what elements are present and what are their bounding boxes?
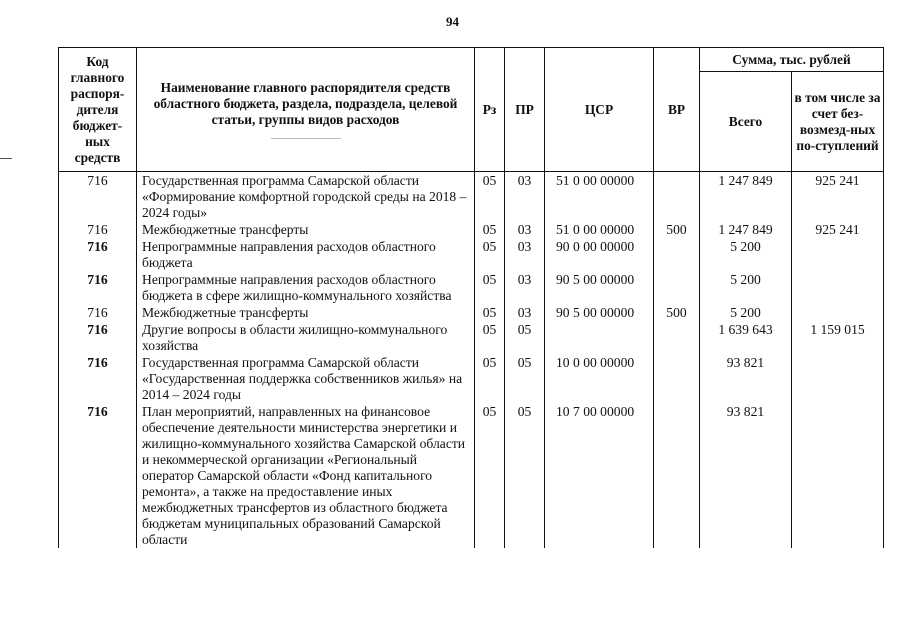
row-grants — [792, 403, 884, 548]
row-rz: 05 — [475, 321, 505, 354]
row-csr: 90 5 00 00000 — [545, 271, 654, 304]
row-csr: 10 7 00 00000 — [545, 403, 654, 548]
row-total: 1 247 849 — [700, 172, 792, 222]
header-pr: ПР — [505, 48, 545, 172]
table-body — [59, 172, 884, 549]
row-name: Государственная программа Самарской области «Государственная поддержка собственников жилья» на 2014 – 2024 годы — [137, 354, 475, 403]
table-row — [59, 403, 884, 548]
row-name: План мероприятий, направленных на финансовое обеспечение деятельности министерства энергетики и жилищно-коммунального хозяйства Самарской области и некоммерческой организации «Региональный оператор Самарской области «Фонд капитального ремонта», а также на предоставление иных межбюджетных трансфертов из областного бюджета бюджетам муниципальных образований Самарской области — [137, 403, 475, 548]
row-rz: 05 — [475, 304, 505, 321]
row-grants — [792, 271, 884, 304]
row-csr — [545, 321, 654, 354]
table-row — [59, 271, 884, 304]
row-grants — [792, 354, 884, 403]
header-name — [137, 48, 475, 172]
row-name: Межбюджетные трансферты — [137, 304, 475, 321]
row-rz: 05 — [475, 238, 505, 271]
row-vr — [654, 321, 700, 354]
row-total: 5 200 — [700, 271, 792, 304]
row-pr: 03 — [505, 172, 545, 222]
row-total: 1 639 643 — [700, 321, 792, 354]
row-name: Непрограммные направления расходов областного бюджета в сфере жилищно-коммунального хозяйства — [137, 271, 475, 304]
row-code: 716 — [59, 304, 137, 321]
row-grants: 925 241 — [792, 172, 884, 222]
row-pr: 05 — [505, 321, 545, 354]
table-row — [59, 221, 884, 238]
header-sum-group: Сумма, тыс. рублей — [700, 48, 884, 72]
row-name: Государственная программа Самарской области «Формирование комфортной городской среды на 2018 – 2024 годы» — [137, 172, 475, 222]
row-total: 5 200 — [700, 238, 792, 271]
table-row — [59, 354, 884, 403]
row-name: Другие вопросы в области жилищно-коммунального хозяйства — [137, 321, 475, 354]
header-name-rule — [271, 138, 341, 139]
header-total: Всего — [700, 72, 792, 172]
row-vr — [654, 354, 700, 403]
table-row — [59, 238, 884, 271]
row-name: Межбюджетные трансферты — [137, 221, 475, 238]
budget-table — [58, 47, 884, 548]
row-vr: 500 — [654, 221, 700, 238]
row-pr: 05 — [505, 403, 545, 548]
row-pr: 03 — [505, 221, 545, 238]
row-pr: 05 — [505, 354, 545, 403]
row-grants — [792, 238, 884, 271]
header-rz: Рз — [475, 48, 505, 172]
row-vr — [654, 238, 700, 271]
table-header — [59, 48, 884, 172]
row-csr: 90 0 00 00000 — [545, 238, 654, 271]
row-code: 716 — [59, 403, 137, 548]
row-pr: 03 — [505, 271, 545, 304]
header-grants: в том числе за счет без-возмезд-ных по-ступлений — [792, 72, 884, 172]
row-csr: 90 5 00 00000 — [545, 304, 654, 321]
header-name-text: Наименование главного распорядителя средств областного бюджета, раздела, подраздела, целевой статьи, группы видов расходов — [153, 80, 458, 127]
row-vr — [654, 172, 700, 222]
row-pr: 03 — [505, 304, 545, 321]
row-total: 93 821 — [700, 354, 792, 403]
header-vr: ВР — [654, 48, 700, 172]
row-code: 716 — [59, 271, 137, 304]
row-pr: 03 — [505, 238, 545, 271]
row-vr: 500 — [654, 304, 700, 321]
row-total: 5 200 — [700, 304, 792, 321]
row-vr — [654, 271, 700, 304]
row-grants: 925 241 — [792, 221, 884, 238]
row-rz: 05 — [475, 271, 505, 304]
row-total: 1 247 849 — [700, 221, 792, 238]
page-number: 94 — [446, 14, 459, 29]
row-grants: 1 159 015 — [792, 321, 884, 354]
row-grants — [792, 304, 884, 321]
row-code: 716 — [59, 172, 137, 222]
row-vr — [654, 403, 700, 548]
row-rz: 05 — [475, 354, 505, 403]
row-code: 716 — [59, 354, 137, 403]
row-code: 716 — [59, 321, 137, 354]
row-code: 716 — [59, 221, 137, 238]
table-row — [59, 304, 884, 321]
header-csr: ЦСР — [545, 48, 654, 172]
row-total: 93 821 — [700, 403, 792, 548]
table-row — [59, 172, 884, 222]
row-rz: 05 — [475, 221, 505, 238]
margin-mark — [0, 158, 12, 159]
row-csr: 51 0 00 00000 — [545, 172, 654, 222]
row-name: Непрограммные направления расходов областного бюджета — [137, 238, 475, 271]
row-rz: 05 — [475, 403, 505, 548]
header-code: Код главного распоря-дителя бюджет-ных средств — [59, 48, 137, 172]
row-csr: 10 0 00 00000 — [545, 354, 654, 403]
table-row — [59, 321, 884, 354]
row-csr: 51 0 00 00000 — [545, 221, 654, 238]
row-rz: 05 — [475, 172, 505, 222]
row-code: 716 — [59, 238, 137, 271]
